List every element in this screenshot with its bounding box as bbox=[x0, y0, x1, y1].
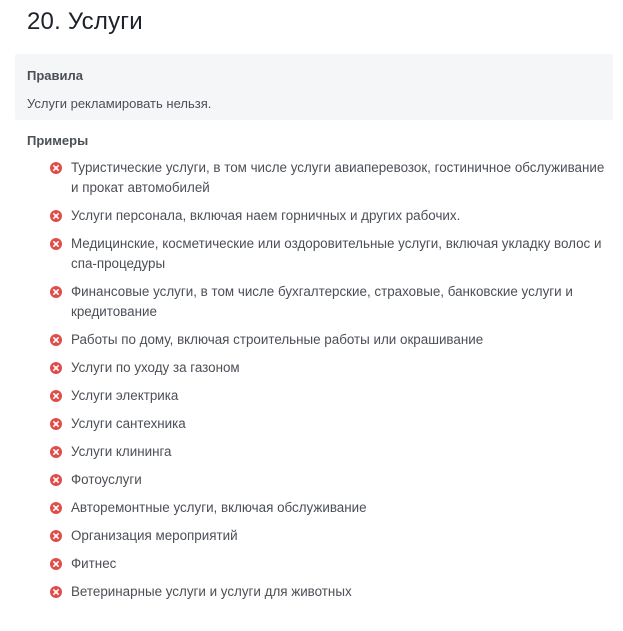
list-item-text: Работы по дому, включая строительные работы или окрашивание bbox=[71, 332, 484, 347]
list-item bbox=[50, 158, 605, 198]
list-item bbox=[50, 386, 605, 406]
x-circle-icon bbox=[50, 210, 62, 222]
rules-text: Услуги рекламировать нельзя. bbox=[27, 96, 212, 111]
list-item bbox=[50, 526, 605, 546]
x-circle-icon bbox=[50, 418, 62, 430]
list-item bbox=[50, 234, 605, 274]
rules-panel bbox=[15, 54, 613, 120]
list-item bbox=[50, 414, 605, 434]
list-item bbox=[50, 554, 605, 574]
x-circle-icon bbox=[50, 502, 62, 514]
x-circle-icon bbox=[50, 390, 62, 402]
list-item-text: Авторемонтные услуги, включая обслуживание bbox=[71, 500, 367, 515]
x-circle-icon bbox=[50, 286, 62, 298]
x-circle-icon bbox=[50, 586, 62, 598]
x-circle-icon bbox=[50, 238, 62, 250]
x-circle-icon bbox=[50, 530, 62, 542]
list-item-text: Услуги клининга bbox=[71, 444, 172, 459]
page-title: 20. Услуги bbox=[27, 8, 143, 35]
list-item-text: Медицинские, косметические или оздоровительные услуги, включая укладку волос и спа-процедуры bbox=[71, 236, 602, 271]
list-item-text: Услуги по уходу за газоном bbox=[71, 360, 240, 375]
list-item-text: Фитнес bbox=[71, 556, 117, 571]
list-item bbox=[50, 498, 605, 518]
examples-heading: Примеры bbox=[27, 133, 89, 148]
list-item-text: Фотоуслуги bbox=[71, 472, 142, 487]
x-circle-icon bbox=[50, 446, 62, 458]
list-item bbox=[50, 206, 605, 226]
list-item bbox=[50, 358, 605, 378]
x-circle-icon bbox=[50, 162, 62, 174]
list-item bbox=[50, 330, 605, 350]
x-circle-icon bbox=[50, 474, 62, 486]
list-item-text: Услуги персонала, включая наем горничных и других рабочих. bbox=[71, 208, 461, 223]
list-item-text: Финансовые услуги, в том числе бухгалтерские, страховые, банковские услуги и кредитование bbox=[71, 284, 573, 319]
list-item-text: Ветеринарные услуги и услуги для животных bbox=[71, 584, 352, 599]
x-circle-icon bbox=[50, 334, 62, 346]
rules-heading: Правила bbox=[27, 68, 83, 83]
list-item bbox=[50, 442, 605, 462]
examples-list bbox=[50, 158, 605, 610]
list-item-text: Организация мероприятий bbox=[71, 528, 238, 543]
list-item bbox=[50, 470, 605, 490]
list-item-text: Услуги электрика bbox=[71, 388, 179, 403]
x-circle-icon bbox=[50, 362, 62, 374]
list-item-text: Услуги сантехника bbox=[71, 416, 186, 431]
list-item bbox=[50, 582, 605, 602]
list-item bbox=[50, 282, 605, 322]
list-item-text: Туристические услуги, в том числе услуги авиаперевозок, гостиничное обслуживание и прокат автомобилей bbox=[71, 160, 605, 195]
x-circle-icon bbox=[50, 558, 62, 570]
